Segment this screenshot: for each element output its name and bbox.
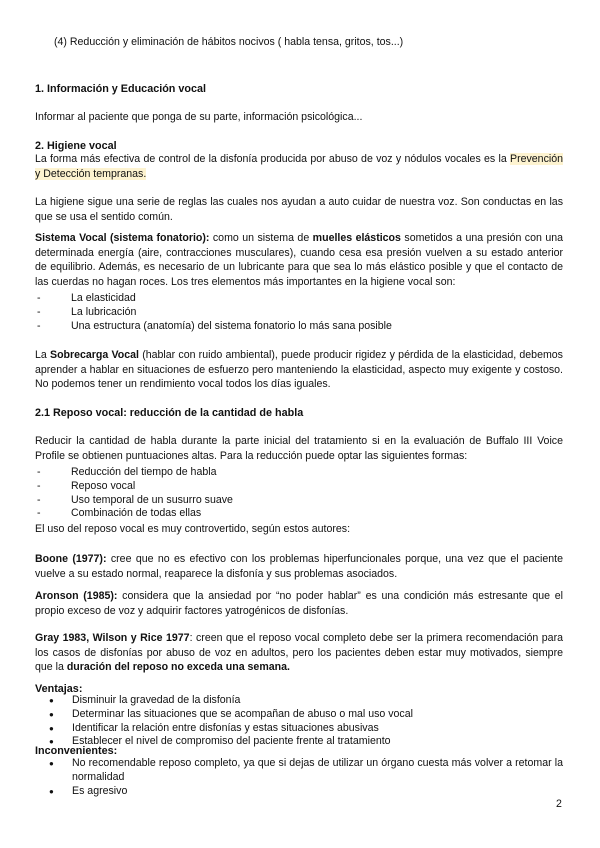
list-item: ● No recomendable reposo completo, ya que si dejas de utilizar un órgano cuesta más volver a retomar la normalidad [35,757,563,785]
page-number: 2 [556,798,562,810]
section-1-text: Informar al paciente que ponga de su parte, información psicológica... [35,111,363,123]
aronson-paragraph: Aronson (1985): considera que la ansiedad por “no poder hablar” es una condición más estresante que el propio exceso de voz y adquirir factores yatrogénicos de disfonías. [35,590,563,617]
sobrecarga-paragraph: La Sobrecarga Vocal (hablar con ruido ambiental), puede producir rigidez y pérdida de la elasticidad, debemos aprender a hablar en situaciones de esfuerzo pero manteniendo la elasticidad, aspecto muy exigente y costoso. No podemos tener un rendimiento vocal todos los días iguales. [35,349,563,391]
list-item: ● Disminuir la gravedad de la disfonía [35,694,413,708]
reposo-paragraph-1: Reducir la cantidad de habla durante la parte inicial del tratamiento si en la evaluación de Buffalo III Voice Profile se obtienen puntuaciones altas. Para la reducción puede optar las siguientes formas: [35,435,563,462]
sistema-vocal-paragraph: Sistema Vocal (sistema fonatorio): como un sistema de muelles elásticos sometidos a una presión con una determinada energía (aire, contracciones musculares), cuando cesa esa presión vuelven a su estado anterior de equilibrio. Además, es necesario de un lubricante para que sea lo más elástico posible y que el contacto de las cuerdas no hagan roces. Los tres elementos más importantes en la higiene vocal son: [35,232,564,288]
section-1-heading: 1. Información y Educación vocal [35,83,206,95]
reduction-forms-list [35,466,233,521]
list-item: ● Es agresivo [35,785,563,799]
list-item: - La lubricación [35,306,392,320]
list-item: - Combinación de todas ellas [35,507,233,521]
section-2-1-heading: 2.1 Reposo vocal: reducción de la cantidad de habla [35,407,304,419]
section-2-paragraph-2: La higiene sigue una serie de reglas las cuales nos ayudan a auto cuidar de nuestra voz. Son conductas en las que se usa el sentido común. [35,196,563,223]
list-item: ● Establecer el nivel de compromiso del paciente frente al tratamiento [35,735,413,749]
boone-paragraph: Boone (1977): cree que no es efectivo con los problemas hiperfuncionales porque, una vez que el paciente vuelve a su estado normal, reaparece la disfonía y sus problemas asociados. [35,553,563,580]
ventajas-label: Ventajas: [35,683,83,695]
list-item: - Uso temporal de un susurro suave [35,494,233,508]
ventajas-list [35,694,413,749]
hygiene-elements-list [35,292,392,333]
section-2-paragraph-1: La forma más efectiva de control de la disfonía producida por abuso de voz y nódulos vocales es la Prevención y Detección tempranas. [35,153,563,180]
list-item: - La elasticidad [35,292,392,306]
highlight-prevention: Prevención y Detección tempranas. [35,153,563,180]
section-2-heading: 2. Higiene vocal [35,140,117,152]
list-item: - Una estructura (anatomía) del sistema fonatorio lo más sana posible [35,320,392,334]
intro-list-item: (4) Reducción y eliminación de hábitos nocivos ( habla tensa, gritos, tos...) [54,36,404,48]
list-item: ● Identificar la relación entre disfonías y estas situaciones abusivas [35,722,413,736]
list-item: ● Determinar las situaciones que se acompañan de abuso o mal uso vocal [35,708,413,722]
inconvenientes-list [35,757,563,798]
list-item: - Reducción del tiempo de habla [35,466,233,480]
gray-paragraph: Gray 1983, Wilson y Rice 1977: creen que el reposo vocal completo debe ser la primera recomendación para los casos de disfonías por abuso de voz en adultos, pero los pacientes deben estar muy motivados, siempre que la duración del reposo no exceda una semana. [35,632,563,674]
list-item: - Reposo vocal [35,480,233,494]
reposo-paragraph-2: El uso del reposo vocal es muy controvertido, según estos autores: [35,523,351,535]
inconvenientes-label: Inconvenientes: [35,745,118,757]
